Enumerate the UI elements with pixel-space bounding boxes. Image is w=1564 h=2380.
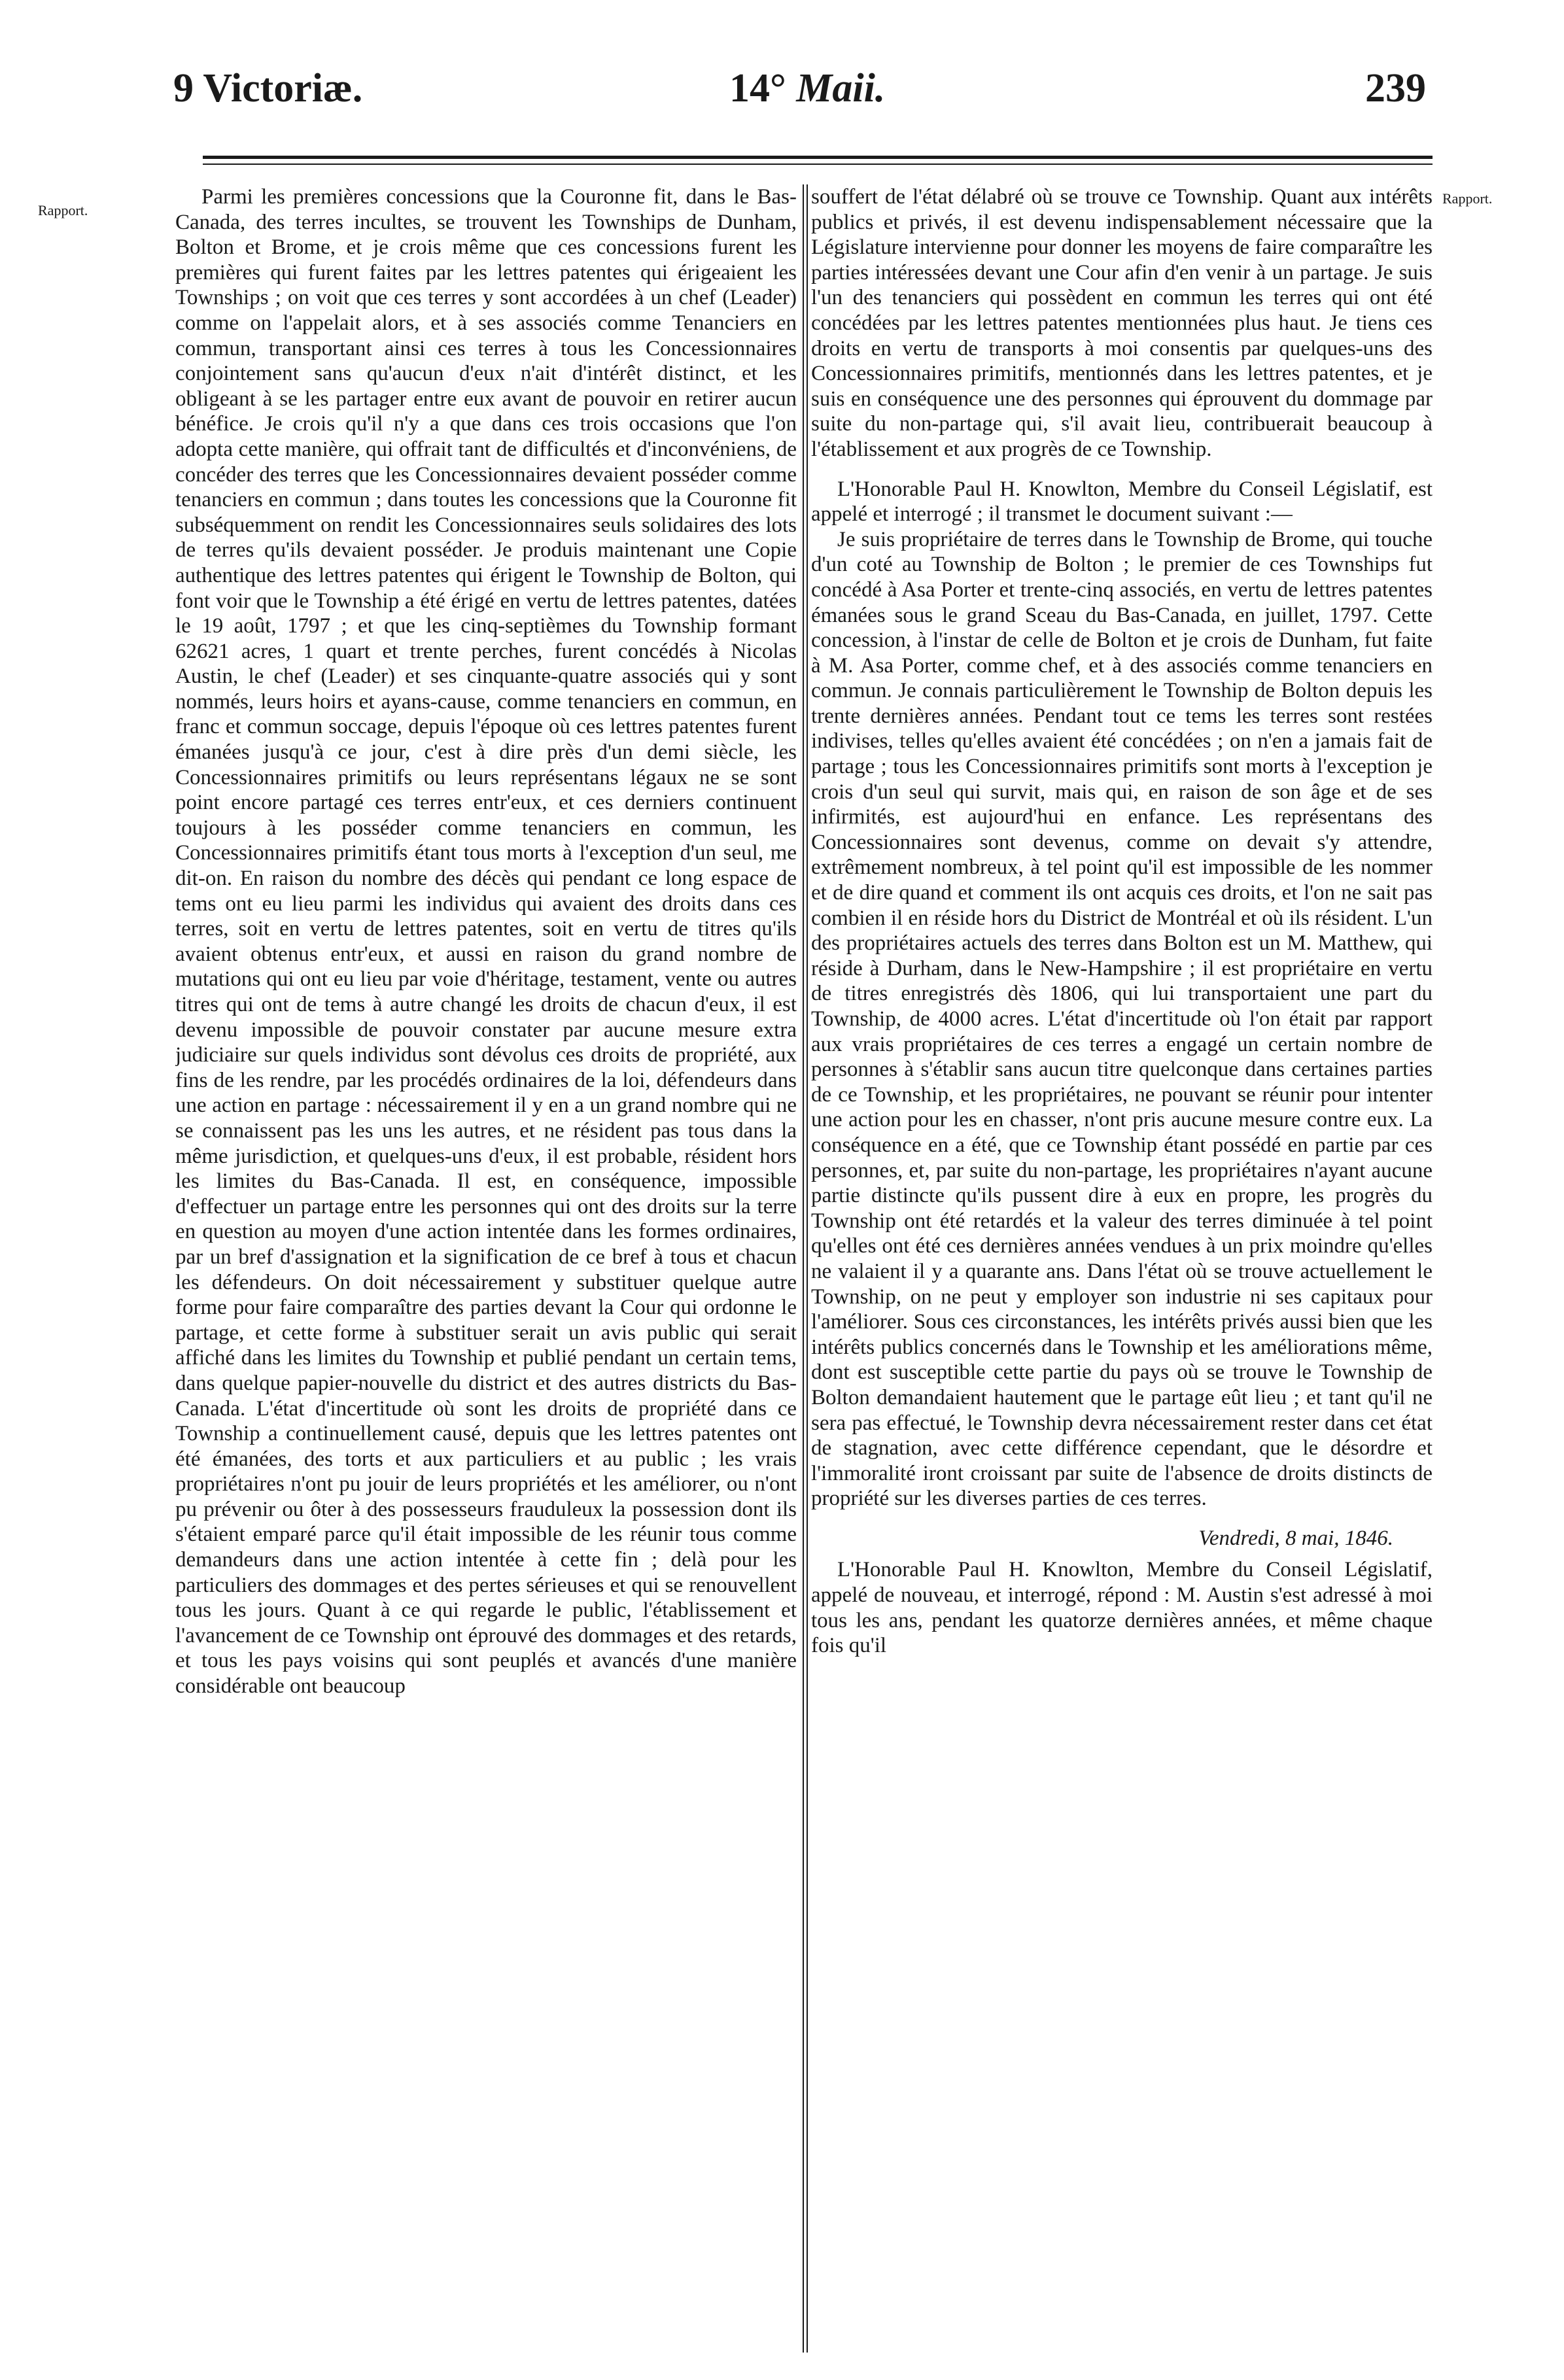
page-date [729,62,885,114]
right-paragraph-2: L'Honorable Paul H. Knowlton, Membre du Conseil Législatif, est appelé et interrogé ; il transmet le document suivant :— [811,477,1433,526]
right-paragraph-4: L'Honorable Paul H. Knowlton, Membre du Conseil Législatif, appelé de nouveau, et interrogé, répond : M. Austin s'est adressé à moi tous les ans, pendant les quatorze dernières années, et même chaque fois qu'il [811,1558,1433,1658]
column-divider [803,184,804,2353]
page-number: 239 [1365,66,1426,111]
right-paragraph-1: souffert de l'état délabré où se trouve ce Township. Quant aux intérêts publics et privés, il est devenu indispensablement nécessaire que la Législature intervienne pour donner les moyens de faire comparaître les parties intéressées devant une Cour afin d'en venir à un partage. Je suis l'un des tenanciers qui possèdent en commun les terres qui ont été concédées par les lettres patentes mentionnées plus haut. Je tiens ces droits en vertu de transports à moi consentis par quelques-uns des Concessionnaires primitifs, mentionnés dans les lettres patentes, et je suis en conséquence une des personnes qui éprouvent du dommage par suite du non-partage qui, s'il avait lieu, contribuerait beaucoup à l'établissement et aux progrès de ce Township. [811,185,1433,461]
header-rule-thick [203,156,1433,159]
margin-note-left: Rapport. [38,202,88,218]
date-month: Maii. [796,66,886,111]
column-divider-second [807,184,808,2353]
right-paragraph-3: Je suis propriétaire de terres dans le Township de Brome, qui touche d'un coté au Township de Bolton ; le premier de ces Townships fut concédé à Asa Porter et trente-cinq associés, en vertu de lettres patentes émanées sous le grand Sceau du Bas-Canada, en juillet, 1797. Cette concession, à l'instar de celle de Bolton et je crois de Dunham, fut faite à M. Asa Porter, comme chef, et à des associés comme tenanciers en commun. Je connais particulièrement le Township de Bolton depuis les trente dernières années. Pendant tout ce tems les terres sont restées indivises, telles qu'elles avaient été concédées ; on n'en a jamais fait de partage ; tous les Concessionnaires primitifs sont morts à l'exception je crois d'un seul qui survit, mais qui, en raison de son âge et de ses infirmités, est aujourd'hui en enfance. Les représentans des Concessionnaires sont devenus, comme on devait s'y attendre, extrêmement nombreux, à tel point qu'il est impossible de les nommer et de dire quand et comment ils ont acquis ces droits, et l'on ne sait pas combien il en réside hors du District de Montréal et où ils résident. L'un des propriétaires actuels des terres dans Bolton est un M. Matthew, qui réside à Durham, dans le New-Hampshire ; il est propriétaire en vertu de titres enregistrés dès 1806, qui lui transportaient une part du Township, de 4000 acres. L'état d'incertitude où l'on était par rapport aux vrais propriétaires de ces terres a engagé un certain nombre de personnes à s'établir sans aucun titre quelconque dans certaines parties de ce Township, et les propriétaires, ne pouvant se réunir pour intenter une action pour les en chasser, n'ont pris aucune mesure contre eux. La conséquence en a été, que ce Township étant possédé en partie par ces personnes, et, par suite du non-partage, les propriétaires n'ayant aucune partie distincte qu'ils pussent dire à eux en propre, les progrès du Township ont été retardés et la valeur des terres diminuée à tel point qu'elles ont été ces dernières années vendues à un prix moindre qu'elles ne valaient il y a quarante ans. Dans l'état où se trouve actuellement le Township, on ne peut y employer son industrie ni ses capitaux pour l'améliorer. Sous ces circonstances, les intérêts privés aussi bien que les intérêts publics concernés dans le Township et les améliorations même, dont est susceptible cette partie du pays où se trouve le Township de Bolton demandaient hautement que le partage eût lieu ; et tant qu'il ne sera pas effectué, le Township devra nécessairement rester dans cet état de stagnation, avec cette différence cependant, que le désordre et l'immoralité iront croissant par suite de l'absence de droits distincts de propriété sur les diverses parties de ces terres. [811,527,1433,1511]
header-rule-thin [203,164,1433,165]
session-date: Vendredi, 8 mai, 1846. [1198,1526,1393,1550]
page-header [160,62,1433,114]
left-column [175,184,797,2353]
left-paragraph-1: Parmi les premières concessions que la Couronne fit, dans le Bas-Canada, des terres incultes, se trouvent les Townships de Dunham, Bolton et Brome, et je crois même que ces concessions furent les premières qui furent faites par les lettres patentes qui érigeaient les Townships ; on voit que ces terres y sont accordées à un chef (Leader) comme on l'appelait alors, et à ses associés comme Tenanciers en commun, transportant ainsi ces terres à tous les Concessionnaires conjointement sans qu'aucun d'eux n'ait d'intérêt distinct, et les obligeant à se les partager entre eux avant de pouvoir en retirer aucun bénéfice. Je crois qu'il n'y a que dans ces trois occasions que l'on adopta cette manière, qui offrait tant de difficultés et d'inconvéniens, de concéder des terres que les Concessionnaires devaient posséder comme tenanciers en commun ; dans toutes les concessions que la Couronne fit subséquemment on rendit les Concessionnaires seuls solidaires des lots de terres qu'ils devaient posséder. Je produis maintenant une Copie authentique des lettres patentes qui érigent le Township de Bolton, qui font voir que le Township a été érigé en vertu de lettres patentes, datées le 19 août, 1797 ; et que les cinq-septièmes du Township formant 62621 acres, 1 quart et trente perches, furent concédés à Nicolas Austin, le chef (Leader) et ses cinquante-quatre associés qui y sont nommés, leurs hoirs et ayans-cause, comme tenanciers en commun, en franc et commun soccage, depuis l'époque où ces lettres patentes furent émanées jusqu'à ce jour, c'est à dire près d'un demi siècle, les Concessionnaires primitifs ou leurs représentans légaux ne se sont point encore partagé ces terres entr'eux, et ces derniers continuent toujours à les posséder comme tenanciers en commun, les Concessionnaires primitifs étant tous morts à l'exception d'un seul, me dit-on. En raison du nombre des décès qui pendant ce long espace de tems ont eu lieu parmi les individus qui avaient des droits dans ces terres, soit en vertu de lettres patentes, soit en vertu de titres qu'ils avaient obtenus entr'eux, et aussi en raison du grand nombre de mutations qui ont eu lieu par voie d'héritage, testament, vente ou autres titres qui ont de tems à autre changé les droits de chacun d'eux, il est devenu impossible de pouvoir constater par aucune mesure extra judiciaire sur quels individus sont dévolus ces droits de propriété, aux fins de les rendre, par les procédés ordinaires de la loi, défendeurs dans une action en partage : nécessairement il y en a un grand nombre qui ne se connaissent pas les uns les autres, et ne résident pas tous dans la même jurisdiction, et quelques-uns d'eux, il est probable, résident hors les limites du Bas-Canada. Il est, en conséquence, impossible d'effectuer un partage entre les personnes qui ont des droits sur la terre en question au moyen d'une action intentée dans les formes ordinaires, par un bref d'assignation et la signification de ce bref à tous et chacun les défendeurs. On doit nécessairement y substituer quelque autre forme pour faire comparaître des parties devant la Cour qui ordonne le partage, et cette forme à substituer serait un avis public qui serait affiché dans les limites du Township et publié pendant un certain tems, dans quelque papier-nouvelle du district et des autres districts du Bas-Canada. L'état d'incertitude où sont les droits de propriété dans ce Township a continuellement causé, depuis que les lettres patentes ont été émanées, des torts et aux particuliers et au public ; les vrais propriétaires n'ont pu jouir de leurs propriétés et les améliorer, ou n'ont pu prévenir ou ôter à des possesseurs frauduleux la possession dont ils s'étaient emparé parce qu'il était impossible de les réunir tous comme demandeurs dans une action intentée à cette fin ; delà pour les particuliers des dommages et des pertes sérieuses et qui se renouvellent tous les jours. Quant à ce qui regarde le public, l'établissement et l'avancement de ce Township ont éprouvé des dommages et des retards, et tous les pays voisins qui sont peuplés et avancés d'une manière considérable ont beaucoup [175,185,797,1699]
right-column [811,184,1433,2353]
date-day: 14° [729,66,786,111]
regnal-year: 9 Victoriæ. [173,66,363,111]
margin-note-right: Rapport. [1442,190,1493,207]
